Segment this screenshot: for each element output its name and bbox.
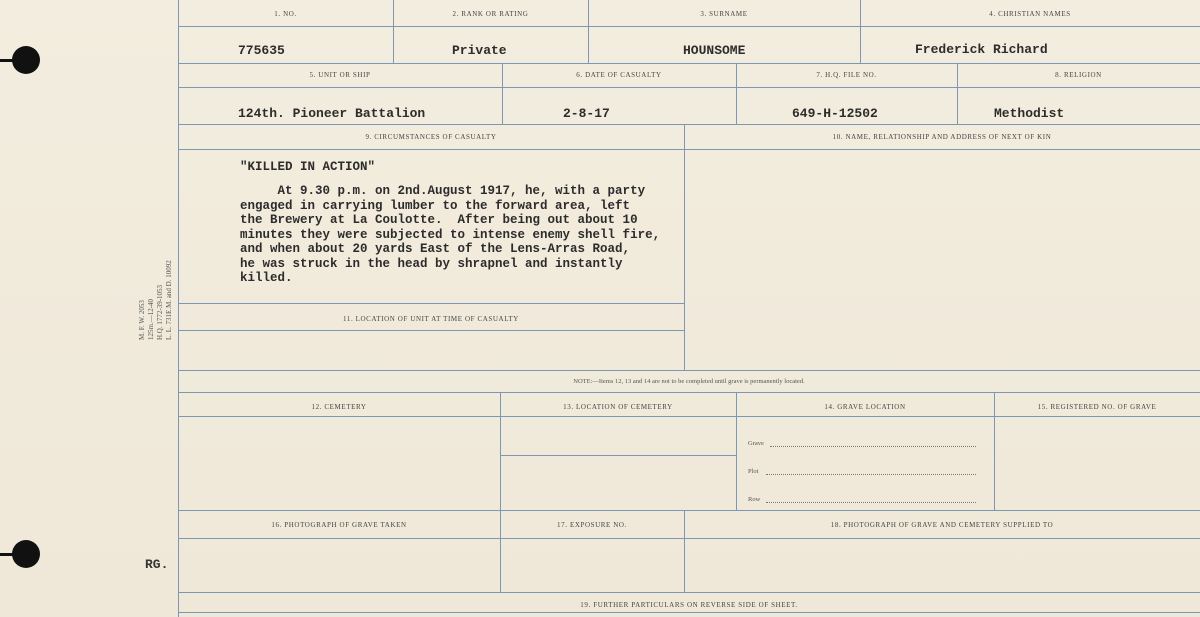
- frame-bottom: [178, 612, 1200, 613]
- rule: [684, 124, 685, 370]
- photo-taken-header: 16. PHOTOGRAPH OF GRAVE TAKEN: [271, 521, 407, 529]
- religion-header: 8. RELIGION: [1055, 71, 1102, 79]
- no-header: 1. NO.: [274, 10, 297, 18]
- rank-value: Private: [452, 43, 507, 58]
- grave-note: NOTE:—Items 12, 13 and 14 are not to be completed until grave is permanently located.: [573, 378, 805, 385]
- rule: [178, 510, 1200, 511]
- rule: [178, 26, 1200, 27]
- location-unit-header: 11. LOCATION OF UNIT AT TIME OF CASUALTY: [343, 315, 519, 323]
- casualty-narrative: At 9.30 p.m. on 2nd.August 1917, he, with a party engaged in carrying lumber to the forward area, left the Brewery at La Coulotte. After being out about 10 minutes they were subjected to intense enemy shell fire, and when about 20 yards East of the Lens-Arras Road, he was struck in the head by shrapnel and instantly killed.: [240, 184, 661, 285]
- punch-hole-bottom-tick: [0, 553, 14, 556]
- rule: [178, 370, 1200, 371]
- christian-names-header: 4. CHRISTIAN NAMES: [989, 10, 1071, 18]
- margin-print-line-1: M. F. W. 2053: [138, 300, 146, 340]
- circumstances-header: 9. CIRCUMSTANCES OF CASUALTY: [365, 133, 497, 141]
- photo-supplied-header: 18. PHOTOGRAPH OF GRAVE AND CEMETERY SUPPLIED TO: [830, 521, 1054, 529]
- form-grid: [178, 0, 1200, 617]
- rule: [178, 416, 1200, 417]
- rule: [178, 303, 684, 304]
- punch-hole-top-icon: [12, 46, 40, 74]
- religion-value: Methodist: [994, 106, 1065, 121]
- plot-field-line: [766, 474, 976, 475]
- grave-field-line: [770, 446, 976, 447]
- rule: [178, 392, 1200, 393]
- row-field-label: Row: [748, 496, 761, 503]
- christian-names-value: Frederick Richard: [915, 42, 1048, 57]
- margin-print-line-2: 125m.—12-40: [147, 298, 155, 340]
- rule: [178, 63, 1200, 64]
- row-field-line: [766, 502, 976, 503]
- cemetery-header: 12. CEMETERY: [311, 403, 367, 411]
- registered-no-header: 15. REGISTERED NO. OF GRAVE: [1037, 403, 1157, 411]
- margin-print-code: [138, 260, 174, 340]
- punch-hole-bottom-icon: [12, 540, 40, 568]
- rule: [178, 330, 684, 331]
- unit-value: 124th. Pioneer Battalion: [238, 106, 426, 121]
- margin-print-line-4: L. L. 731E.M. and D. 10092: [165, 260, 173, 340]
- margin-mark: RG.: [145, 557, 169, 572]
- regimental-number: 775635: [238, 43, 285, 58]
- footer-note: 19. FURTHER PARTICULARS ON REVERSE SIDE OF SHEET.: [580, 601, 798, 609]
- grave-location-header: 14. GRAVE LOCATION: [824, 403, 906, 411]
- rank-header: 2. RANK OR RATING: [452, 10, 529, 18]
- plot-field-label: Plot: [748, 468, 759, 475]
- rule: [178, 87, 1200, 88]
- exposure-header: 17. EXPOSURE NO.: [557, 521, 627, 529]
- next-of-kin-header: 10. NAME, RELATIONSHIP AND ADDRESS OF NEXT OF KIN: [832, 133, 1052, 141]
- casualty-heading: "KILLED IN ACTION": [240, 160, 376, 174]
- rule: [178, 592, 1200, 593]
- rule: [178, 149, 1200, 150]
- cemetery-location-header: 13. LOCATION OF CEMETERY: [563, 403, 673, 411]
- file-header: 7. H.Q. FILE NO.: [816, 71, 877, 79]
- surname-value: HOUNSOME: [683, 43, 746, 58]
- rule: [500, 455, 736, 456]
- rule: [178, 538, 1200, 539]
- surname-header: 3. SURNAME: [700, 10, 748, 18]
- date-header: 6. DATE OF CASUALTY: [576, 71, 662, 79]
- grave-field-label: Grave: [748, 440, 764, 447]
- date-value: 2-8-17: [563, 106, 610, 121]
- rule: [178, 124, 1200, 125]
- unit-header: 5. UNIT OR SHIP: [309, 71, 371, 79]
- file-value: 649-H-12502: [792, 106, 878, 121]
- punch-hole-top-tick: [0, 59, 14, 62]
- margin-print-line-3: H.Q. 1772-39-1053: [156, 284, 164, 340]
